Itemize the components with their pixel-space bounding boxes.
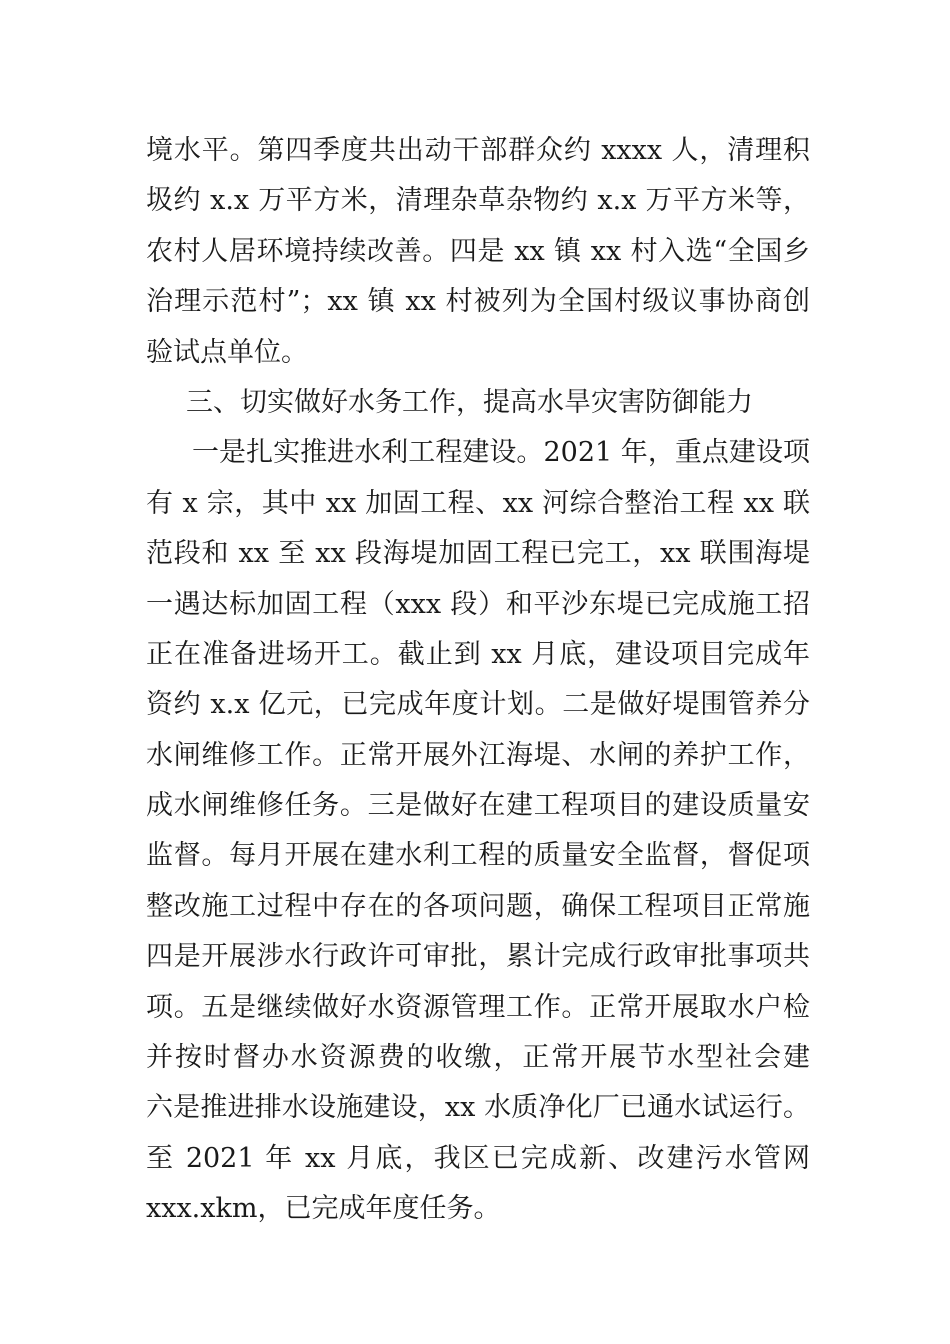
paragraph-line: 有 x 宗，其中 xx 加固工程、xx 河综合整治工程 xx 联 (146, 487, 810, 519)
paragraph-line: 项。五是继续做好水资源管理工作。正常开展取水户检 (146, 991, 810, 1023)
paragraph-line: 农村人居环境持续改善。四是 xx 镇 xx 村入选“全国乡 (146, 235, 810, 267)
section-heading: 三、切实做好水务工作，提高水旱灾害防御能力 (186, 386, 753, 418)
paragraph-line: 一是扎实推进水利工程建设。2021 年，重点建设项 (192, 437, 810, 469)
paragraph-line: xxx.xkm，已完成年度任务。 (146, 1193, 501, 1225)
paragraph-line: 圾约 x.x 万平方米，清理杂草杂物约 x.x 万平方米等， (146, 185, 810, 217)
paragraph-line: 境水平。第四季度共出动干部群众约 xxxx 人，清理积 (146, 135, 810, 166)
paragraph-line: 治理示范村”；xx 镇 xx 村被列为全国村级议事协商创 (146, 286, 810, 318)
paragraph-line: 至 2021 年 xx 月底，我区已完成新、改建污水管网 (146, 1142, 810, 1174)
paragraph-line: 资约 x.x 亿元，已完成年度计划。二是做好堤围管养分 (146, 689, 810, 721)
paragraph-line: 监督。每月开展在建水利工程的质量安全监督，督促项 (146, 840, 810, 872)
paragraph-line: 验试点单位。 (146, 336, 308, 368)
paragraph-line: 四是开展涉水行政许可审批，累计完成行政审批事项共 (146, 941, 810, 973)
paragraph-line: 整改施工过程中存在的各项问题，确保工程项目正常施 (146, 890, 810, 922)
paragraph-line: 一遇达标加固工程（xxx 段）和平沙东堤已完成施工招 (146, 588, 810, 620)
document-body (146, 126, 810, 1235)
paragraph-line: 水闸维修工作。正常开展外江海堤、水闸的养护工作， (146, 739, 810, 771)
paragraph-line: 并按时督办水资源费的收缴，正常开展节水型社会建 (146, 1042, 810, 1074)
paragraph-line: 范段和 xx 至 xx 段海堤加固工程已完工，xx 联围海堤 (146, 538, 810, 570)
paragraph-line: 正在准备进场开工。截止到 xx 月底，建设项目完成年 (146, 638, 810, 670)
paragraph-line: 六是推进排水设施建设，xx 水质净化厂已通水试运行。 (146, 1092, 810, 1124)
paragraph-line: 成水闸维修任务。三是做好在建工程项目的建设质量安 (146, 790, 810, 822)
